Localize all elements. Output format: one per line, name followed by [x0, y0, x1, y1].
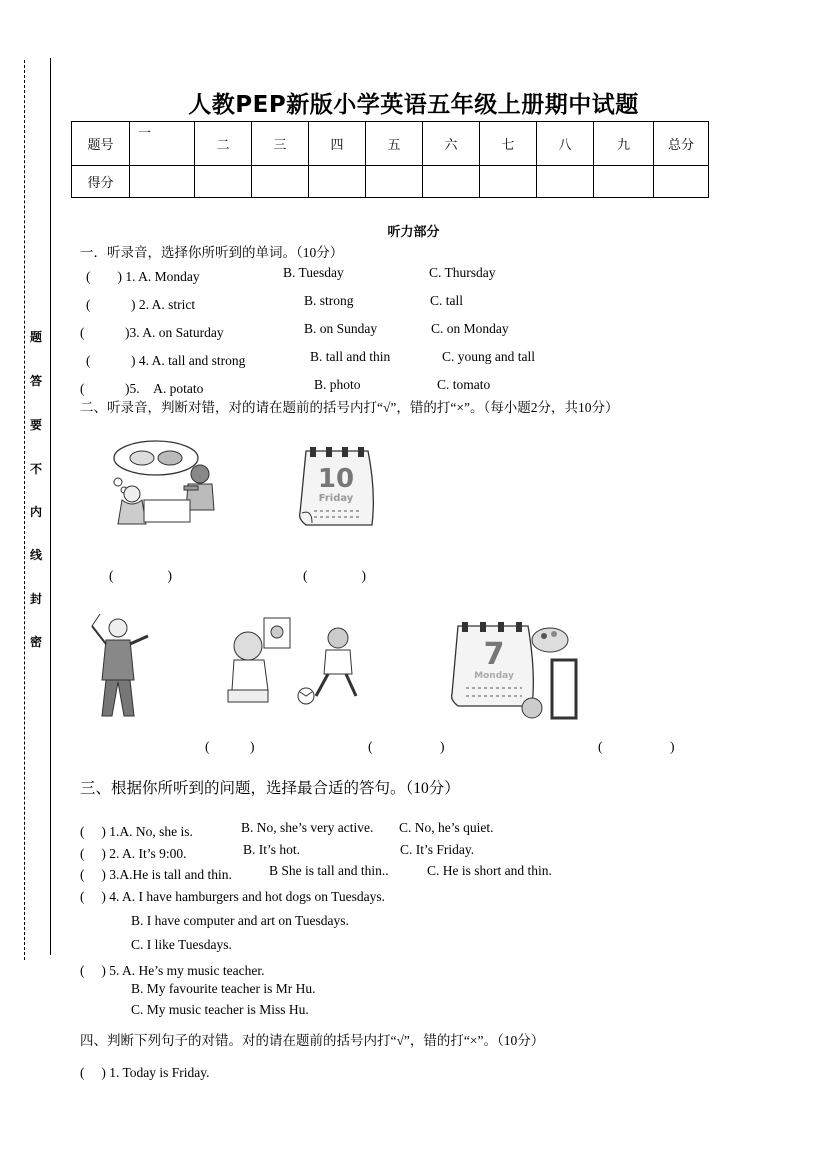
s1-q5-c: C. tomato [437, 377, 491, 392]
s4-q1: ( ) 1. Today is Friday. [80, 1065, 210, 1080]
score-cell[interactable] [252, 166, 309, 198]
s1-q3-a: ( )3. A. on Saturday [80, 325, 224, 340]
s3-q4-c: C. I like Tuesdays. [131, 937, 232, 952]
s3-q1-a: ( ) 1.A. No, she is. [80, 824, 193, 839]
seal-char: 密 [29, 635, 42, 649]
score-cell[interactable] [480, 166, 537, 198]
s3-q2-c: C. It’s Friday. [400, 842, 475, 857]
calendar2-day: 7 [483, 637, 505, 672]
score-header-cell: 一 [130, 122, 195, 166]
seal-char: 封 [29, 592, 42, 606]
s2-answer-bracket[interactable]: ( ) [303, 568, 366, 583]
binding-solid-line [50, 58, 51, 955]
seal-char: 线 [29, 548, 42, 562]
s1-q3-b: B. on Sunday [304, 321, 378, 336]
s3-q5-c: C. My music teacher is Miss Hu. [131, 1002, 309, 1017]
s3-q1-b: B. No, she’s very active. [241, 820, 374, 835]
s2-answer-bracket[interactable]: ( ) [368, 739, 445, 754]
s1-q2-a: ( ) 2. A. strict [86, 297, 196, 312]
s1-q4-b: B. tall and thin [310, 349, 391, 364]
s1-q4-a: ( ) 4. A. tall and strong [86, 353, 246, 368]
calendar-monday-illustration [448, 616, 582, 720]
kids-food-illustration [104, 438, 222, 534]
s1-q2-c: C. tall [430, 293, 463, 308]
section1-heading: 一．听录音，选择你所听到的单词。（10分） [80, 245, 344, 260]
score-table [71, 121, 709, 198]
calendar-friday-illustration [296, 443, 380, 533]
s1-q3-c: C. on Monday [431, 321, 509, 336]
s1-q4-c: C. young and tall [442, 349, 535, 364]
score-cell[interactable] [366, 166, 423, 198]
s3-q1-c: C. No, he’s quiet. [399, 820, 494, 835]
s3-q5-a: ( ) 5. A. He’s my music teacher. [80, 963, 265, 978]
score-cell[interactable] [654, 166, 709, 198]
score-cell[interactable] [423, 166, 480, 198]
seal-char: 要 [29, 418, 42, 432]
kids-drawing-soccer-illustration [220, 614, 380, 710]
score-header-cell: 四 [309, 122, 366, 166]
score-cell[interactable] [130, 166, 195, 198]
s3-q4-a: ( ) 4. A. I have hamburgers and hot dogs on Tuesdays. [80, 889, 385, 904]
score-header-cell: 总分 [654, 122, 709, 166]
score-cell[interactable] [594, 166, 654, 198]
s3-q2-a: ( ) 2. A. It’s 9:00. [80, 846, 187, 861]
teacher-illustration [88, 610, 158, 722]
s3-q3-b: B She is tall and thin.. [269, 863, 389, 878]
score-header-cell: 六 [423, 122, 480, 166]
seal-char: 答 [29, 374, 42, 388]
section2-heading: 二、听录音，判断对错，对的请在题前的括号内打“√”，错的打“×”。（每小题2分，共10分） [80, 400, 619, 415]
score-header-cell: 八 [537, 122, 594, 166]
s1-q1-a: ( ) 1. A. Monday [86, 269, 200, 284]
s1-q1-b: B. Tuesday [283, 265, 344, 280]
s3-q3-a: ( ) 3.A.He is tall and thin. [80, 867, 232, 882]
s3-q2-b: B. It’s hot. [243, 842, 301, 857]
s3-q3-c: C. He is short and thin. [427, 863, 552, 878]
s3-q4-b: B. I have computer and art on Tuesdays. [131, 913, 349, 928]
seal-char: 内 [29, 505, 42, 519]
s3-q5-b: B. My favourite teacher is Mr Hu. [131, 981, 316, 996]
s2-answer-bracket[interactable]: ( ) [109, 568, 172, 583]
seal-char: 不 [29, 462, 42, 476]
binding-dashed-line [24, 60, 25, 960]
s2-answer-bracket[interactable]: ( ) [598, 739, 675, 754]
score-cell[interactable] [537, 166, 594, 198]
section4-heading: 四、判断下列句子的对错。对的请在题前的括号内打“√”，错的打“×”。（10分） [80, 1033, 545, 1048]
score-cell[interactable] [195, 166, 252, 198]
calendar1-day: 10 [317, 464, 355, 494]
s1-q5-a: ( )5. A. potato [80, 381, 204, 396]
calendar1-weekday: Friday [318, 493, 354, 504]
score-header-cell: 题号 [72, 122, 130, 166]
score-cell[interactable] [309, 166, 366, 198]
score-header-cell: 七 [480, 122, 537, 166]
s1-q1-c: C. Thursday [429, 265, 496, 280]
s2-answer-bracket[interactable]: ( ) [205, 739, 255, 754]
score-header-cell: 五 [366, 122, 423, 166]
score-header-cell: 九 [594, 122, 654, 166]
seal-char: 题 [29, 330, 42, 344]
s1-q2-b: B. strong [304, 293, 354, 308]
score-header-cell: 三 [252, 122, 309, 166]
s1-q5-b: B. photo [314, 377, 361, 392]
score-row-label: 得分 [72, 166, 130, 198]
score-header-cell: 二 [195, 122, 252, 166]
calendar2-weekday: Monday [474, 671, 514, 681]
page-title: 人教PEP新版小学英语五年级上册期中试题 [188, 92, 639, 118]
listening-heading: 听力部分 [387, 224, 440, 239]
section3-heading: 三、根据你所听到的问题，选择最合适的答句。（10分） [80, 780, 460, 797]
